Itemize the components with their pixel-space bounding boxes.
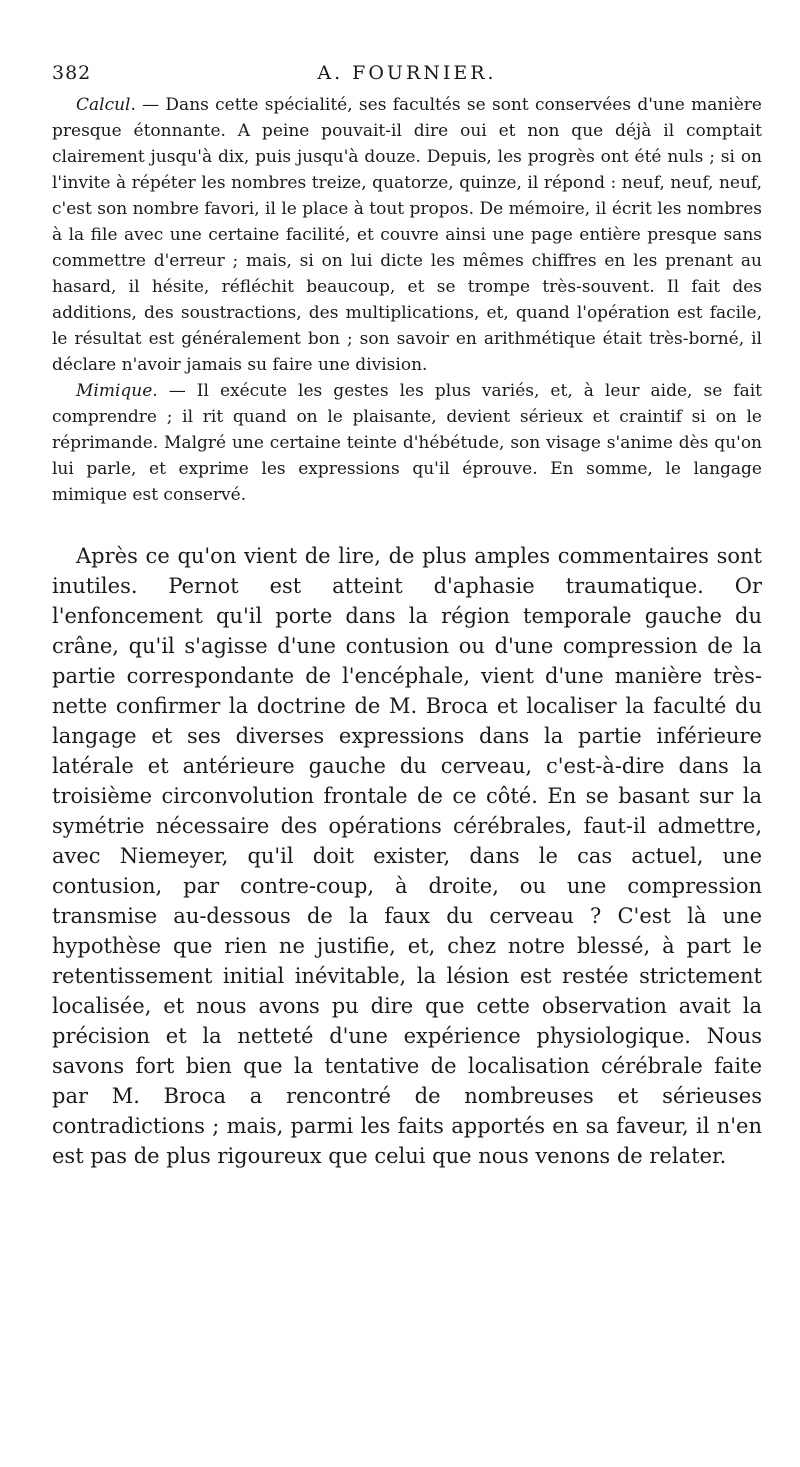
page-number: 382 <box>52 62 92 84</box>
paragraph-calcul <box>52 92 762 378</box>
header-author: A. FOURNIER. <box>317 62 497 84</box>
running-head <box>52 62 762 92</box>
page <box>52 62 762 1171</box>
paragraph-text-mimique: — Il exécute les gestes les plus variés, et, à leur aide, se fait comprendre ; il rit quand on le plaisante, devient sérieux et craintif si on le réprimande. Malgré une certaine teinte d'hébétude, son visage s'anime dès qu'on lui parle, et exprime les expressions qu'il éprouve. En somme, le langage mimique est conservé. <box>52 381 762 505</box>
paragraph-lead-calcul: Calcul. <box>76 95 136 115</box>
commentary-section <box>52 541 762 1171</box>
paragraph-commentary: Après ce qu'on vient de lire, de plus amples commentaires sont inutiles. Pernot est atteint d'aphasie traumatique. Or l'enfoncement qu'il porte dans la région temporale gauche du crâne, qu'il s'agisse d'une contusion ou d'une compression de la partie correspondante de l'encéphale, vient d'une manière très-nette confirmer la doctrine de M. Broca et localiser la faculté du langage et ses diverses expressions dans la partie inférieure latérale et antérieure gauche du cerveau, c'est-à-dire dans la troisième circonvolution frontale de ce côté. En se basant sur la symétrie nécessaire des opérations cérébrales, faut-il admettre, avec Niemeyer, qu'il doit exister, dans le cas actuel, une contusion, par contre-coup, à droite, ou une compression transmise au-dessous de la faux du cerveau ? C'est là une hypothèse que rien ne justifie, et, chez notre blessé, à part le retentissement initial inévitable, la lésion est restée strictement localisée, et nous avons pu dire que cette observation avait la précision et la netteté d'une expérience physiologique. Nous savons fort bien que la tentative de localisation cérébrale faite par M. Broca a rencontré de nombreuses et sérieuses contradictions ; mais, parmi les faits apportés en sa faveur, il n'en est pas de plus rigoureux que celui que nous venons de relater. <box>52 544 762 1168</box>
observation-section <box>52 92 762 508</box>
paragraph-mimique <box>52 378 762 508</box>
paragraph-text-calcul: — Dans cette spécialité, ses facultés se sont conservées d'une manière presque étonnante. A peine pouvait-il dire oui et non que déjà il comptait clairement jusqu'à dix, puis jusqu'à douze. Depuis, les progrès ont été nuls ; si on l'invite à répéter les nombres treize, quatorze, quinze, il répond : neuf, neuf, neuf, c'est son nombre favori, il le place à tout propos. De mémoire, il écrit les nombres à la file avec une certaine facilité, et couvre ainsi une page entière presque sans commettre d'erreur ; mais, si on lui dicte les mêmes chiffres en les prenant au hasard, il hésite, réfléchit beaucoup, et se trompe très-souvent. Il fait des additions, des soustractions, des multiplications, et, quand l'opération est facile, le résultat est généralement bon ; son savoir en arithmétique était très-borné, il déclare n'avoir jamais su faire une division. <box>52 95 762 375</box>
paragraph-lead-mimique: Mimique. <box>76 381 158 401</box>
